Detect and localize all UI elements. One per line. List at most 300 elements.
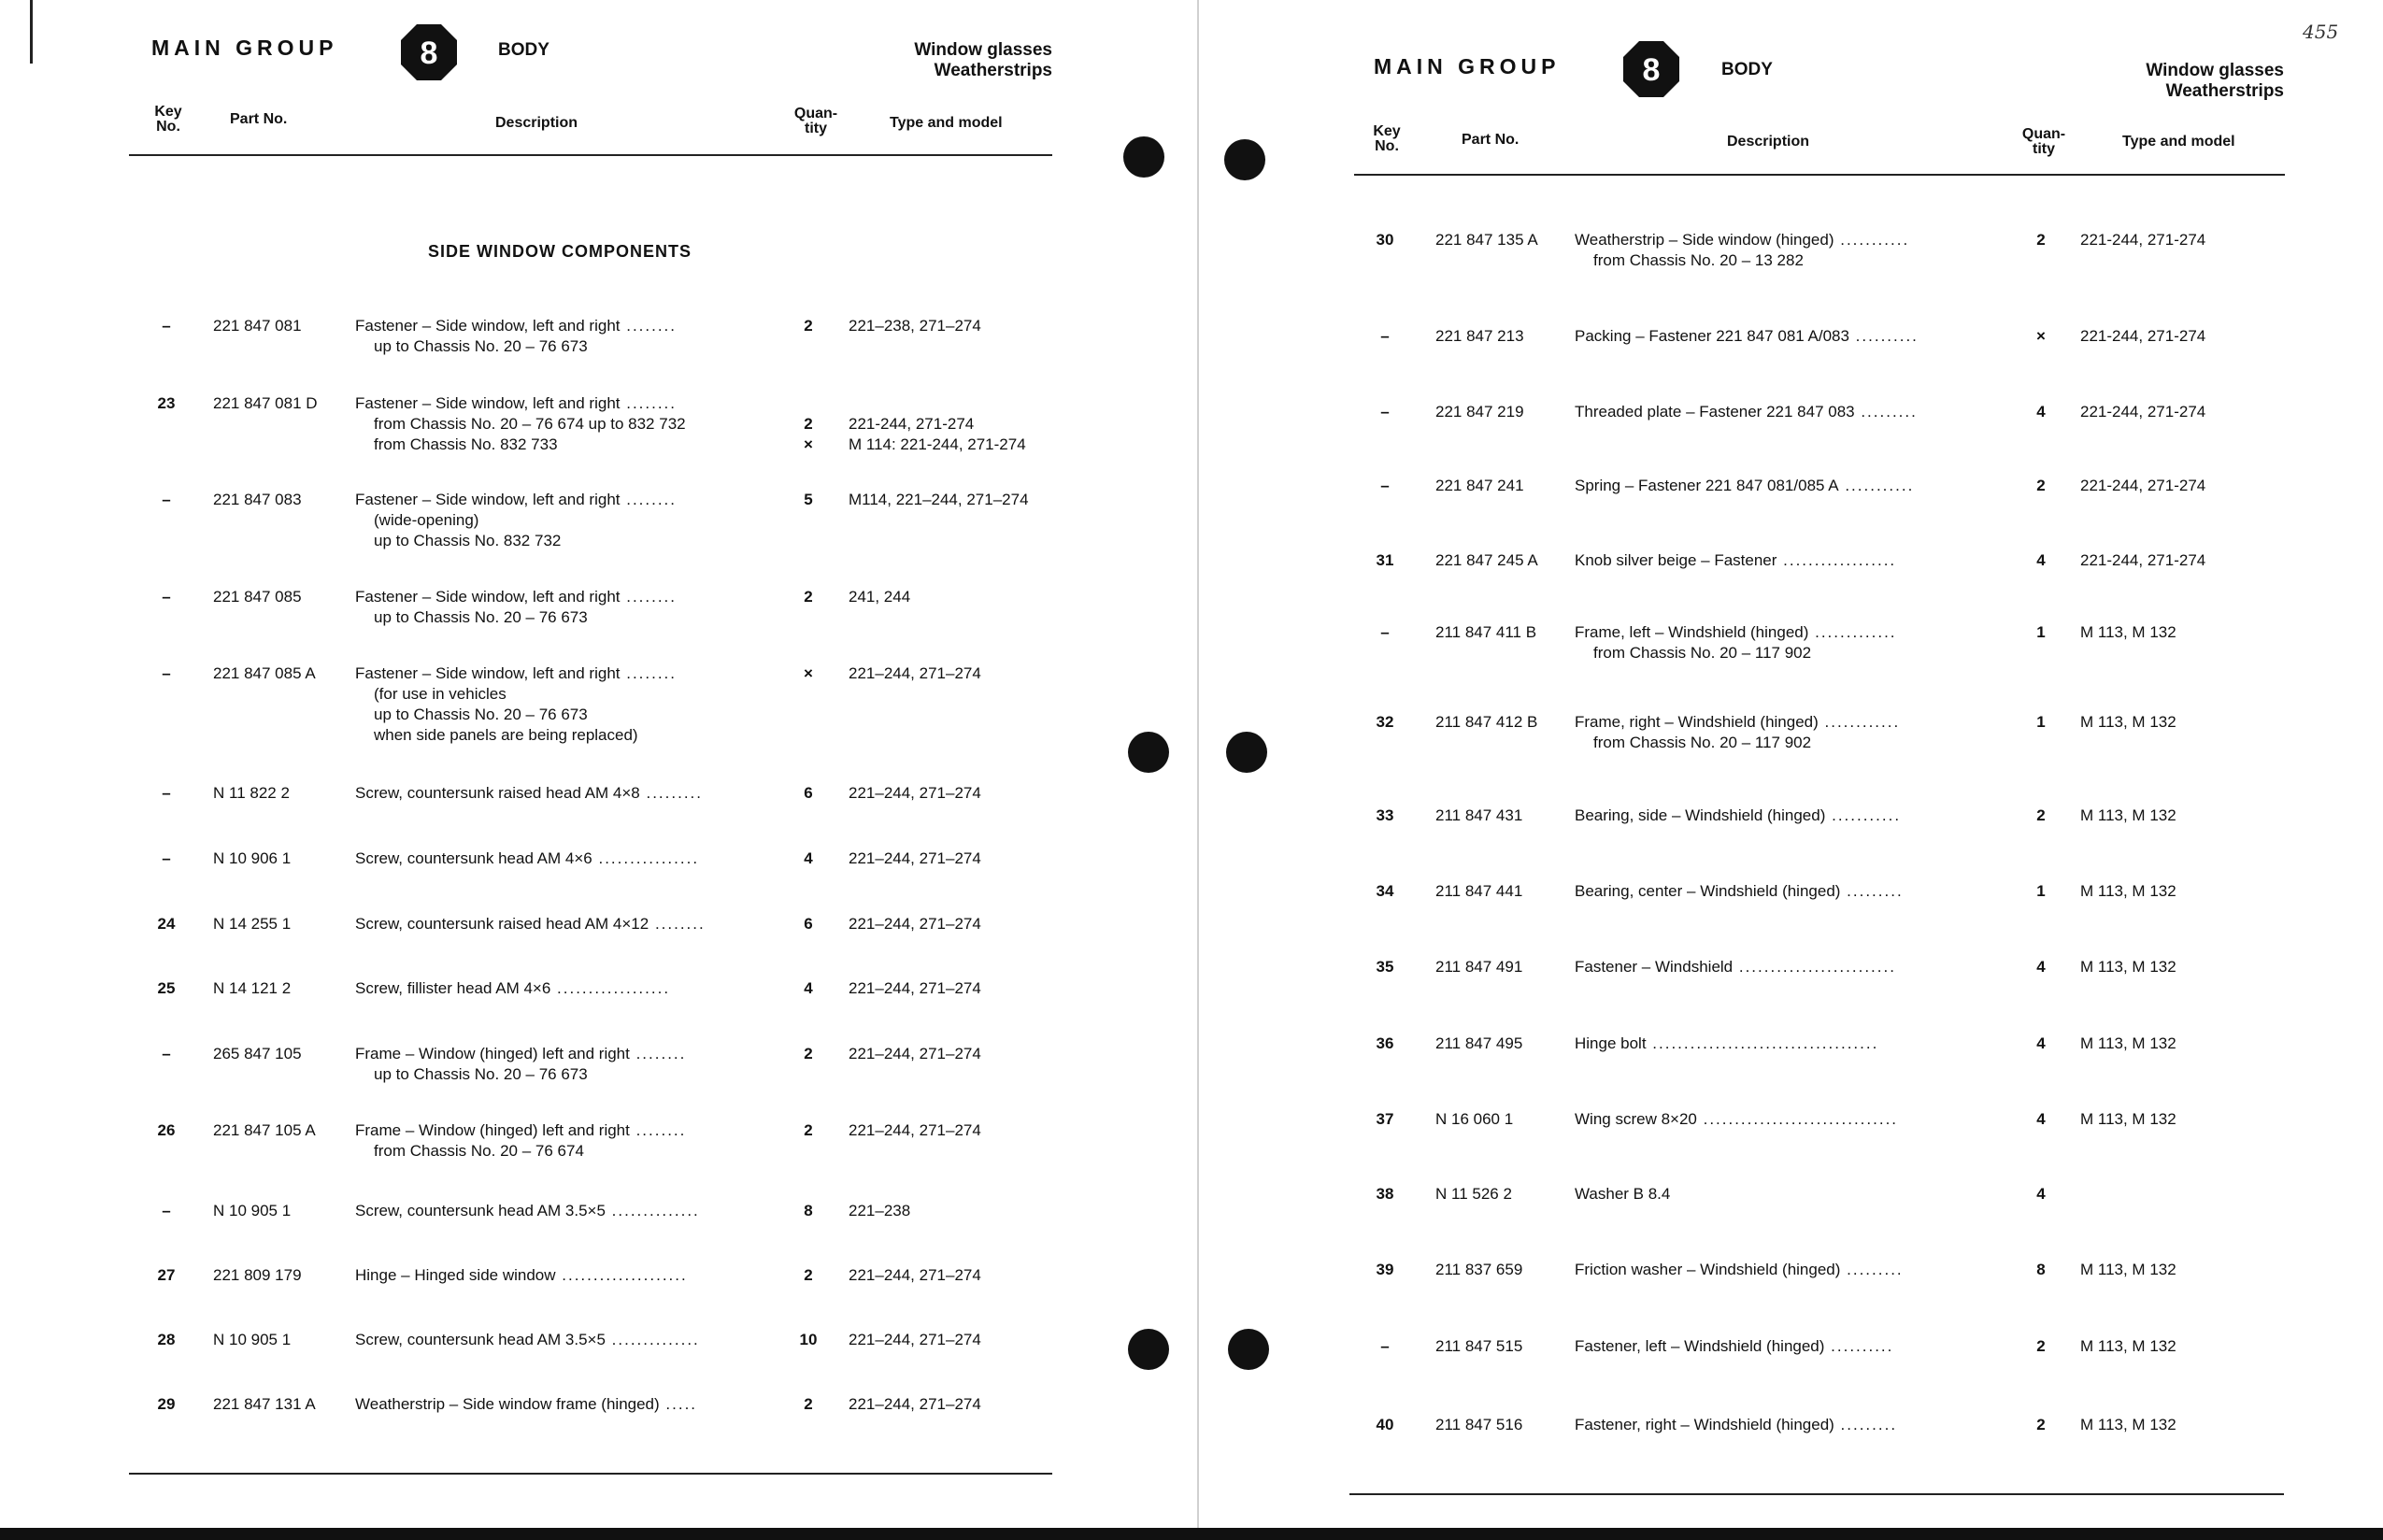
- part-description-line: up to Chassis No. 20 – 76 673: [374, 706, 588, 723]
- quantity: [790, 978, 827, 999]
- part-number-line: 221 847 105 A: [213, 1121, 316, 1139]
- part-description: [1575, 1184, 1995, 1205]
- type-and-model-line: M 113, M 132: [2080, 1110, 2176, 1128]
- type-and-model-line: 221-244, 271-274: [2080, 551, 2206, 569]
- part-number-line: 221 847 085 A: [213, 664, 316, 682]
- handwritten-page-number: 455: [2303, 21, 2339, 43]
- left-page: [0, 0, 1198, 1528]
- quantity: [2022, 806, 2060, 826]
- quantity: [2022, 476, 2060, 496]
- type-and-model-line: 221-244, 271-274: [2080, 231, 2206, 249]
- leader-dots: .....: [659, 1395, 698, 1413]
- quantity: [2022, 326, 2060, 347]
- part-number-line: 221 847 213: [1435, 327, 1524, 345]
- type-and-model: [2080, 1336, 2286, 1357]
- part-description-line: Knob silver beige – Fastener ..................: [1575, 551, 1897, 569]
- type-and-model-line: [849, 393, 1054, 414]
- type-and-model: [2080, 1184, 2286, 1205]
- quantity-line: 4: [2036, 551, 2046, 569]
- type-and-model: [2080, 1415, 2286, 1435]
- key-number: [1366, 476, 1404, 496]
- type-and-model-line: M 113, M 132: [2080, 806, 2176, 824]
- footer-rule: [1349, 1493, 2284, 1495]
- leader-dots: .........: [1840, 882, 1904, 900]
- page-subtitle: [2050, 61, 2284, 102]
- key-number: [1366, 550, 1404, 571]
- part-description: [1575, 230, 1995, 271]
- key-number-line: –: [162, 784, 171, 802]
- key-number-line: 29: [157, 1395, 176, 1413]
- quantity: [790, 1120, 827, 1141]
- subtitle-line-2: Weatherstrips: [2165, 81, 2284, 101]
- key-number-line: 30: [1376, 231, 1394, 249]
- type-and-model: [2080, 476, 2286, 496]
- type-and-model: [849, 663, 1054, 684]
- leader-dots: ........: [620, 491, 678, 508]
- binder-hole: [1128, 732, 1169, 773]
- type-and-model: [2080, 806, 2286, 826]
- quantity: [2022, 1415, 2060, 1435]
- type-and-model-line: M 113, M 132: [2080, 623, 2176, 641]
- part-description-line: Frame, left – Windshield (hinged) .............: [1575, 623, 1897, 641]
- key-number-line: –: [162, 1202, 171, 1219]
- leader-dots: ........: [629, 1045, 687, 1062]
- part-description-line: up to Chassis No. 20 – 76 673: [374, 337, 588, 355]
- quantity-line: 8: [2036, 1261, 2046, 1278]
- key-number: [1366, 1034, 1404, 1054]
- part-description: [355, 1201, 766, 1221]
- part-description-line: Screw, countersunk raised head AM 4×12 ........: [355, 915, 706, 933]
- type-and-model-line: 241, 244: [849, 588, 911, 606]
- quantity: [790, 393, 827, 455]
- quantity-line: 4: [804, 979, 813, 997]
- type-and-model: [2080, 1260, 2286, 1280]
- quantity: [2022, 1336, 2060, 1357]
- type-and-model-line: 221–244, 271–274: [849, 979, 981, 997]
- type-and-model: [849, 1265, 1054, 1286]
- group-number: 8: [1642, 52, 1661, 88]
- key-number-line: –: [1380, 1337, 1390, 1355]
- part-number-line: 221 847 219: [1435, 403, 1524, 421]
- type-and-model-line: 221–244, 271–274: [849, 1395, 981, 1413]
- part-number-line: N 14 255 1: [213, 915, 292, 933]
- quantity-line: 4: [2036, 1034, 2046, 1052]
- key-number-line: 35: [1376, 958, 1394, 976]
- type-and-model-line: 221-244, 271-274: [849, 415, 975, 433]
- key-number-line: 33: [1376, 806, 1394, 824]
- page-spine: [1197, 0, 1199, 1528]
- part-description: [1575, 1034, 1995, 1054]
- col-head-description: Description: [495, 115, 578, 131]
- type-and-model: [849, 393, 1054, 455]
- part-description: [355, 490, 766, 551]
- part-description-line: Fastener – Side window, left and right ........: [355, 664, 678, 682]
- page-subtitle: [822, 40, 1052, 81]
- quantity: [2022, 881, 2060, 902]
- quantity-line: 4: [2036, 1185, 2046, 1203]
- part-description-line: from Chassis No. 20 – 13 282: [1593, 251, 1804, 269]
- key-number-line: 34: [1376, 882, 1394, 900]
- quantity-line: ×: [804, 435, 813, 453]
- leader-dots: ........: [620, 588, 678, 606]
- quantity-line: 2: [2036, 1337, 2046, 1355]
- quantity-line: 2: [2036, 1416, 2046, 1433]
- part-description-line: Friction washer – Windshield (hinged) .........: [1575, 1261, 1904, 1278]
- quantity-line: 1: [2036, 882, 2046, 900]
- type-and-model: [2080, 712, 2286, 733]
- quantity-line: 2: [2036, 806, 2046, 824]
- part-description-line: from Chassis No. 832 733: [374, 435, 558, 453]
- part-description-line: Screw, countersunk head AM 3.5×5 ..............: [355, 1202, 700, 1219]
- key-number: [1366, 1184, 1404, 1205]
- part-description-line: when side panels are being replaced): [374, 726, 638, 744]
- quantity-line: ×: [2036, 327, 2046, 345]
- key-number: [140, 783, 193, 804]
- header-rule: [129, 154, 1052, 156]
- part-description: [1575, 326, 1995, 347]
- part-number-line: N 14 121 2: [213, 979, 292, 997]
- key-number: [140, 1394, 193, 1415]
- key-number: [140, 663, 193, 684]
- leader-dots: .........: [1854, 403, 1918, 421]
- type-and-model-line: 221–244, 271–274: [849, 849, 981, 867]
- quantity-line: 2: [804, 1121, 813, 1139]
- leader-dots: ............: [1818, 713, 1901, 731]
- quantity: [790, 848, 827, 869]
- key-number: [140, 1201, 193, 1221]
- quantity: [790, 490, 827, 510]
- group-number-badge: [1622, 40, 1680, 98]
- part-description: [1575, 622, 1995, 663]
- quantity-line: 10: [799, 1331, 818, 1348]
- quantity-line: 1: [2036, 623, 2046, 641]
- type-and-model: [849, 1394, 1054, 1415]
- type-and-model: [849, 1044, 1054, 1064]
- part-number-line: 221 809 179: [213, 1266, 302, 1284]
- part-number-line: N 11 526 2: [1435, 1185, 1512, 1203]
- quantity: [790, 587, 827, 607]
- main-group-label: MAIN GROUP: [1374, 54, 1561, 78]
- part-description-line: from Chassis No. 20 – 76 674: [374, 1142, 584, 1160]
- part-number-line: 221 847 245 A: [1435, 551, 1538, 569]
- part-description: [1575, 806, 1995, 826]
- part-description: [1575, 550, 1995, 571]
- key-number: [140, 1265, 193, 1286]
- col-head-key: Key No.: [1373, 123, 1401, 154]
- type-and-model-line: M 113, M 132: [2080, 1337, 2176, 1355]
- key-number: [1366, 402, 1404, 422]
- quantity-line: 4: [804, 849, 813, 867]
- quantity-line: 4: [2036, 1110, 2046, 1128]
- key-number-line: 40: [1376, 1416, 1394, 1433]
- group-number: 8: [420, 36, 438, 71]
- part-description-line: up to Chassis No. 20 – 76 673: [374, 608, 588, 626]
- key-number: [140, 1330, 193, 1350]
- type-and-model-line: M114, 221–244, 271–274: [849, 491, 1029, 508]
- part-description: [355, 914, 766, 934]
- part-description: [355, 783, 766, 804]
- quantity: [2022, 712, 2060, 733]
- part-description: [355, 393, 766, 455]
- leader-dots: ................: [592, 849, 700, 867]
- type-and-model-line: 221–238, 271–274: [849, 317, 981, 335]
- part-number-line: 211 847 411 B: [1435, 623, 1537, 641]
- key-number-line: 27: [157, 1266, 176, 1284]
- subtitle-line-2: Weatherstrips: [934, 61, 1052, 80]
- col-head-type: Type and model: [2122, 134, 2235, 150]
- part-description: [1575, 1336, 1995, 1357]
- key-number-line: 28: [157, 1331, 176, 1348]
- type-and-model-line: 221–244, 271–274: [849, 784, 981, 802]
- col-head-type: Type and model: [890, 115, 1003, 131]
- type-and-model: [2080, 1034, 2286, 1054]
- quantity: [790, 1044, 827, 1064]
- type-and-model-line: 221–244, 271–274: [849, 915, 981, 933]
- key-number-line: –: [1380, 327, 1390, 345]
- leader-dots: ........: [629, 1121, 687, 1139]
- quantity: [2022, 1034, 2060, 1054]
- part-number-line: 221 847 083: [213, 491, 302, 508]
- part-description-line: (wide-opening): [374, 511, 479, 529]
- quantity: [790, 1201, 827, 1221]
- key-number: [140, 393, 193, 414]
- part-description-line: Fastener – Side window, left and right ........: [355, 394, 678, 412]
- key-number-line: –: [162, 664, 171, 682]
- part-number-line: 211 847 516: [1435, 1416, 1523, 1433]
- type-and-model: [849, 914, 1054, 934]
- key-number-line: 32: [1376, 713, 1394, 731]
- type-and-model-line: 221–238: [849, 1202, 911, 1219]
- key-number: [1366, 1336, 1404, 1357]
- quantity: [790, 783, 827, 804]
- quantity-line: [790, 393, 827, 414]
- type-and-model: [2080, 230, 2286, 250]
- col-head-quantity: Quan- tity: [2021, 126, 2066, 157]
- quantity: [2022, 1109, 2060, 1130]
- quantity: [2022, 622, 2060, 643]
- leader-dots: .............: [1808, 623, 1897, 641]
- part-description-line: Screw, fillister head AM 4×6 ..................: [355, 979, 671, 997]
- part-description: [355, 316, 766, 357]
- type-and-model: [849, 848, 1054, 869]
- key-number: [1366, 230, 1404, 250]
- type-and-model: [2080, 622, 2286, 643]
- key-number-line: 23: [157, 394, 176, 412]
- key-number: [140, 587, 193, 607]
- quantity: [2022, 1260, 2060, 1280]
- key-number-line: 39: [1376, 1261, 1394, 1278]
- part-number-line: N 11 822 2: [213, 784, 290, 802]
- part-description: [1575, 402, 1995, 422]
- part-description-line: Bearing, side – Windshield (hinged) ...........: [1575, 806, 1902, 824]
- quantity-line: 2: [804, 1395, 813, 1413]
- part-description-line: Frame, right – Windshield (hinged) ............: [1575, 713, 1901, 731]
- key-number-line: 25: [157, 979, 176, 997]
- key-number: [140, 1044, 193, 1064]
- key-number: [140, 490, 193, 510]
- type-and-model-line: M 113, M 132: [2080, 1034, 2176, 1052]
- binder-hole: [1123, 136, 1164, 178]
- section-title: SIDE WINDOW COMPONENTS: [428, 242, 692, 261]
- part-description: [1575, 476, 1995, 496]
- footer-rule: [129, 1473, 1052, 1475]
- type-and-model-line: M 113, M 132: [2080, 882, 2176, 900]
- scan-bottom-edge: [0, 1528, 2383, 1540]
- key-number-line: 38: [1376, 1185, 1394, 1203]
- type-and-model: [849, 978, 1054, 999]
- part-description: [355, 848, 766, 869]
- part-description-line: from Chassis No. 20 – 76 674 up to 832 732: [374, 415, 686, 433]
- part-description: [1575, 1260, 1995, 1280]
- part-number-line: 221 847 081: [213, 317, 302, 335]
- key-number-line: –: [1380, 623, 1390, 641]
- part-description-line: Fastener, left – Windshield (hinged) ..........: [1575, 1337, 1894, 1355]
- key-number: [140, 1120, 193, 1141]
- col-head-part: Part No.: [230, 111, 288, 127]
- col-head-quantity: Quan- tity: [793, 106, 838, 136]
- quantity: [790, 1394, 827, 1415]
- quantity: [790, 663, 827, 684]
- key-number: [140, 914, 193, 934]
- leader-dots: ...........: [1834, 231, 1910, 249]
- part-description: [355, 587, 766, 628]
- part-description-line: Wing screw 8×20 ...............................: [1575, 1110, 1899, 1128]
- part-description: [355, 1265, 766, 1286]
- key-number-line: –: [162, 317, 171, 335]
- quantity-line: 2: [804, 1266, 813, 1284]
- part-description-line: Fastener – Windshield .........................: [1575, 958, 1896, 976]
- binder-hole: [1128, 1329, 1169, 1370]
- part-number-line: 211 847 441: [1435, 882, 1523, 900]
- key-number-line: –: [162, 588, 171, 606]
- type-and-model-line: 221–244, 271–274: [849, 664, 981, 682]
- part-description-line: Frame – Window (hinged) left and right ........: [355, 1121, 687, 1139]
- type-and-model-line: 221–244, 271–274: [849, 1121, 981, 1139]
- quantity-line: 2: [804, 1045, 813, 1062]
- quantity-line: 6: [804, 784, 813, 802]
- category-label: BODY: [1721, 60, 1773, 79]
- type-and-model-line: M 113, M 132: [2080, 1416, 2176, 1433]
- leader-dots: ..............: [605, 1331, 700, 1348]
- part-description: [355, 663, 766, 746]
- leader-dots: ........: [620, 394, 678, 412]
- type-and-model: [2080, 1109, 2286, 1130]
- key-number: [140, 848, 193, 869]
- leader-dots: ........: [649, 915, 706, 933]
- leader-dots: ...........: [1838, 477, 1915, 494]
- quantity: [790, 1330, 827, 1350]
- leader-dots: ........: [620, 317, 678, 335]
- part-description: [1575, 881, 1995, 902]
- part-description-line: (for use in vehicles: [374, 685, 507, 703]
- type-and-model-line: 221-244, 271-274: [2080, 477, 2206, 494]
- part-description-line: Weatherstrip – Side window (hinged) ...........: [1575, 231, 1910, 249]
- category-label: BODY: [498, 40, 549, 60]
- part-description-line: Washer B 8.4: [1575, 1185, 1671, 1203]
- key-number-line: 37: [1376, 1110, 1394, 1128]
- quantity-line: 2: [2036, 231, 2046, 249]
- leader-dots: ..................: [550, 979, 671, 997]
- key-number: [1366, 712, 1404, 733]
- part-description-line: from Chassis No. 20 – 117 902: [1593, 734, 1812, 751]
- part-description: [1575, 957, 1995, 977]
- key-number-line: 36: [1376, 1034, 1394, 1052]
- part-description-line: Spring – Fastener 221 847 081/085 A ...........: [1575, 477, 1915, 494]
- header-rule: [1354, 174, 2285, 176]
- type-and-model-line: M 113, M 132: [2080, 713, 2176, 731]
- part-description-line: Bearing, center – Windshield (hinged) .........: [1575, 882, 1904, 900]
- main-group-label: MAIN GROUP: [151, 36, 338, 60]
- quantity: [790, 1265, 827, 1286]
- quantity-line: 6: [804, 915, 813, 933]
- part-description-line: Fastener – Side window, left and right ........: [355, 588, 678, 606]
- type-and-model-line: M 114: 221-244, 271-274: [849, 435, 1026, 453]
- key-number: [1366, 806, 1404, 826]
- binder-hole: [1228, 1329, 1269, 1370]
- key-number-line: –: [162, 1045, 171, 1062]
- leader-dots: ...........: [1825, 806, 1902, 824]
- part-number-line: 221 847 135 A: [1435, 231, 1538, 249]
- part-description-line: Screw, countersunk head AM 3.5×5 ..............: [355, 1331, 700, 1348]
- type-and-model: [849, 490, 1054, 510]
- quantity: [790, 914, 827, 934]
- quantity-line: 2: [2036, 477, 2046, 494]
- type-and-model-line: 221–244, 271–274: [849, 1331, 981, 1348]
- leader-dots: ..................: [1777, 551, 1897, 569]
- part-number-line: 221 847 085: [213, 588, 302, 606]
- col-head-key: Key No.: [154, 104, 182, 135]
- part-description-line: Hinge – Hinged side window ....................: [355, 1266, 688, 1284]
- part-number-line: 211 847 412 B: [1435, 713, 1538, 731]
- quantity: [2022, 550, 2060, 571]
- part-description-line: Fastener – Side window, left and right ........: [355, 317, 678, 335]
- part-description: [355, 1330, 766, 1350]
- leader-dots: ...............................: [1696, 1110, 1899, 1128]
- quantity-line: 4: [2036, 958, 2046, 976]
- part-description: [355, 1044, 766, 1085]
- part-number-line: 211 847 491: [1435, 958, 1523, 976]
- key-number: [140, 316, 193, 336]
- part-description-line: Weatherstrip – Side window frame (hinged) .....: [355, 1395, 698, 1413]
- right-page: [1200, 0, 2383, 1528]
- part-number-line: 211 847 495: [1435, 1034, 1523, 1052]
- key-number-line: 26: [157, 1121, 176, 1139]
- key-number-line: –: [162, 849, 171, 867]
- key-number-line: –: [1380, 403, 1390, 421]
- col-head-description: Description: [1727, 134, 1810, 150]
- key-number: [1366, 1415, 1404, 1435]
- part-description: [355, 1394, 766, 1415]
- quantity: [2022, 957, 2060, 977]
- quantity-line: 5: [804, 491, 813, 508]
- type-and-model-line: 221-244, 271-274: [2080, 403, 2206, 421]
- part-description: [1575, 1109, 1995, 1130]
- part-description-line: Fastener, right – Windshield (hinged) .........: [1575, 1416, 1898, 1433]
- quantity-line: 4: [2036, 403, 2046, 421]
- type-and-model-line: M 113, M 132: [2080, 958, 2176, 976]
- key-number: [1366, 1260, 1404, 1280]
- part-number-line: N 10 905 1: [213, 1202, 292, 1219]
- key-number-line: –: [162, 491, 171, 508]
- part-number-line: 211 847 515: [1435, 1337, 1523, 1355]
- quantity: [2022, 402, 2060, 422]
- key-number: [1366, 622, 1404, 643]
- part-description-line: Packing – Fastener 221 847 081 A/083 ..........: [1575, 327, 1919, 345]
- type-and-model: [2080, 957, 2286, 977]
- binder-hole: [1226, 732, 1267, 773]
- part-number-line: N 10 906 1: [213, 849, 292, 867]
- part-description-line: Screw, countersunk raised head AM 4×8 .........: [355, 784, 703, 802]
